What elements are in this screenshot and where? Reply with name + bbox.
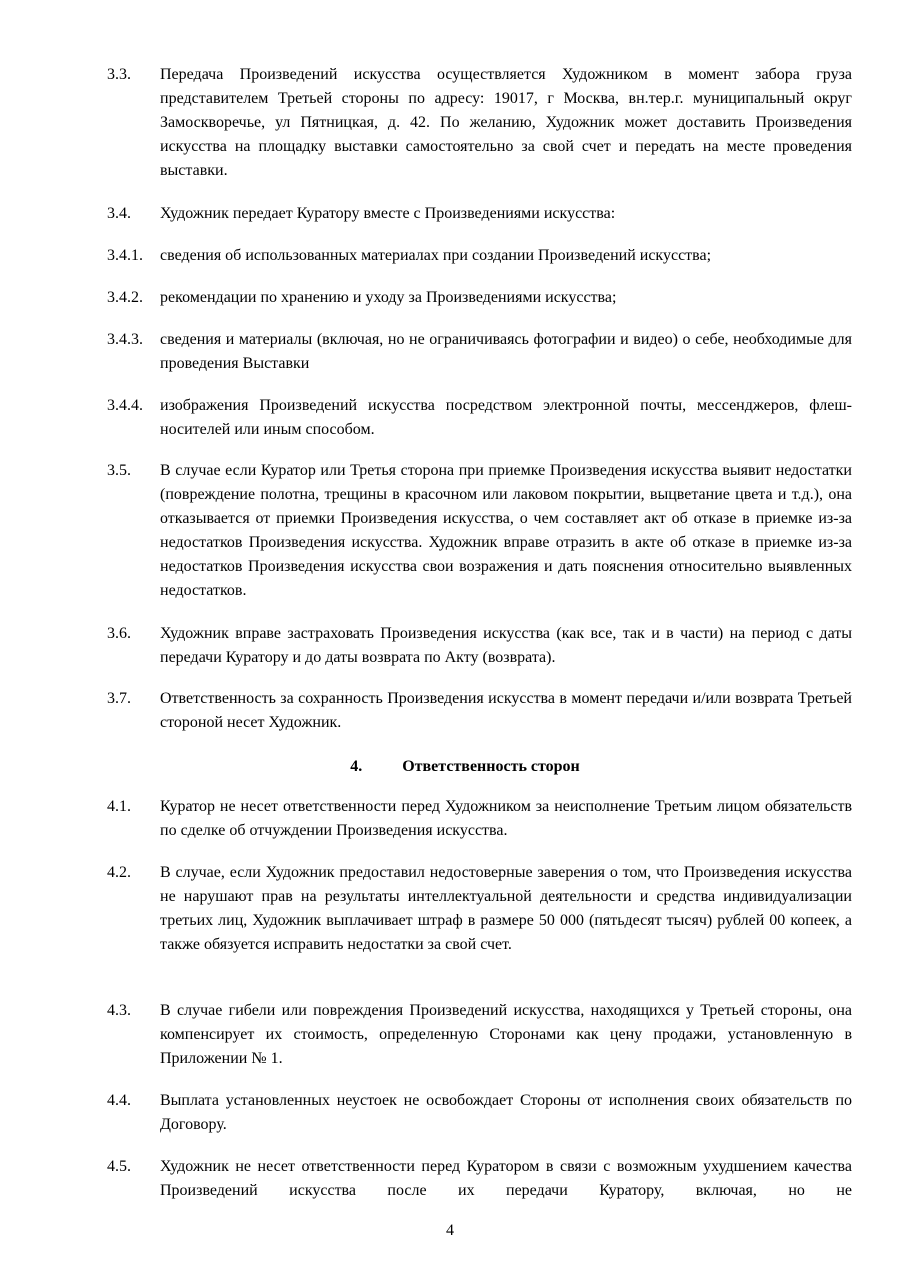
clause-3-6: [107, 622, 852, 670]
clause-3-4: [107, 202, 852, 226]
clause-number: 3.5.: [107, 462, 131, 479]
clause-number: 4.1.: [107, 798, 131, 815]
clause-number: 3.4.: [107, 205, 131, 222]
clause-text: изображения Произведений искусства посредством электронной почты, мессенджеров, флеш-носителей или иным способом.: [160, 397, 852, 438]
clause-number: 3.4.3.: [107, 331, 143, 348]
clause-3-4-2: [107, 286, 852, 310]
clause-3-4-1: [107, 244, 852, 268]
clause-4-4: [107, 1089, 852, 1137]
clause-4-3: [107, 999, 852, 1071]
clause-text: Художник передает Куратору вместе с Произведениями искусства:: [160, 205, 616, 222]
clause-number: 3.3.: [107, 66, 131, 83]
clause-text: сведения об использованных материалах при создании Произведений искусства;: [160, 247, 712, 264]
clause-number: 4.4.: [107, 1092, 131, 1109]
clause-3-3: [107, 63, 852, 183]
clause-number: 3.4.2.: [107, 289, 143, 306]
clause-text: сведения и материалы (включая, но не ограничиваясь фотографии и видео) о себе, необходимые для проведения Выставки: [160, 331, 852, 372]
clause-number: 3.4.4.: [107, 397, 143, 414]
clause-number: 3.4.1.: [107, 247, 143, 264]
clause-number: 3.7.: [107, 690, 131, 707]
clause-text: Художник вправе застраховать Произведения искусства (как все, так и в части) на период с даты передачи Куратору и до даты возврата по Акту (возврата).: [160, 625, 852, 666]
section-title: Ответственность сторон: [402, 758, 580, 775]
clause-text: В случае если Куратор или Третья сторона при приемке Произведения искусства выявит недостатки (повреждение полотна, трещины в красочном или лаковом покрытии, выцветание цвета и т.д.), она отказывается от приемки Произведения искусства, о чем составляет акт об отказе в приемке из-за недостатков Произведения искусства. Художник вправе отразить в акте об отказе в приемке из-за недостатков Произведения искусства свои возражения и дать пояснения относительно выявленных недостатков.: [160, 462, 852, 599]
clause-number: 4.5.: [107, 1158, 131, 1175]
clause-text: Ответственность за сохранность Произведения искусства в момент передачи и/или возврата Третьей стороной несет Художник.: [160, 690, 852, 731]
clause-text: Передача Произведений искусства осуществляется Художником в момент забора груза представителем Третьей стороны по адресу: 19017, г Москва, вн.тер.г. муниципальный округ Замоскворечье, ул Пятницкая, д. 42. По желанию, Художник может доставить Произведения искусства на площадку выставки самостоятельно за свой счет и передать на месте проведения выставки.: [160, 66, 852, 179]
clause-text: В случае, если Художник предоставил недостоверные заверения о том, что Произведения искусства не нарушают прав на результаты интеллектуальной деятельности и средства индивидуализации третьих лиц, Художник выплачивает штраф в размере 50 000 (пятьдесят тысяч) рублей 00 копеек, а также обязуется исправить недостатки за свой счет.: [160, 864, 852, 953]
clause-4-2: [107, 861, 852, 957]
section-heading: [0, 755, 900, 779]
clause-number: 4.2.: [107, 864, 131, 881]
clause-text: Куратор не несет ответственности перед Художником за неисполнение Третьим лицом обязательств по сделке об отчуждении Произведения искусства.: [160, 798, 852, 839]
section-number: 4.: [350, 758, 363, 775]
clause-text: Выплата установленных неустоек не освобождает Стороны от исполнения своих обязательств по Договору.: [160, 1092, 852, 1133]
clause-4-5: [107, 1155, 852, 1203]
clause-number: 3.6.: [107, 625, 131, 642]
clause-3-5: [107, 459, 852, 603]
clause-3-7: [107, 687, 852, 735]
clause-text: В случае гибели или повреждения Произведений искусства, находящихся у Третьей стороны, она компенсирует их стоимость, определенную Сторонами как цену продажи, установленную в Приложении № 1.: [160, 1002, 852, 1067]
clause-text: Художник не несет ответственности перед Куратором в связи с возможным ухудшением качества Произведений искусства после их передачи Куратору, включая, но не: [160, 1158, 852, 1199]
clause-3-4-3: [107, 328, 852, 376]
clause-text: рекомендации по хранению и уходу за Произведениями искусства;: [160, 289, 617, 306]
clause-number: 4.3.: [107, 1002, 131, 1019]
page-number: 4: [446, 1222, 454, 1239]
clause-4-1: [107, 795, 852, 843]
clause-3-4-4: [107, 394, 852, 442]
